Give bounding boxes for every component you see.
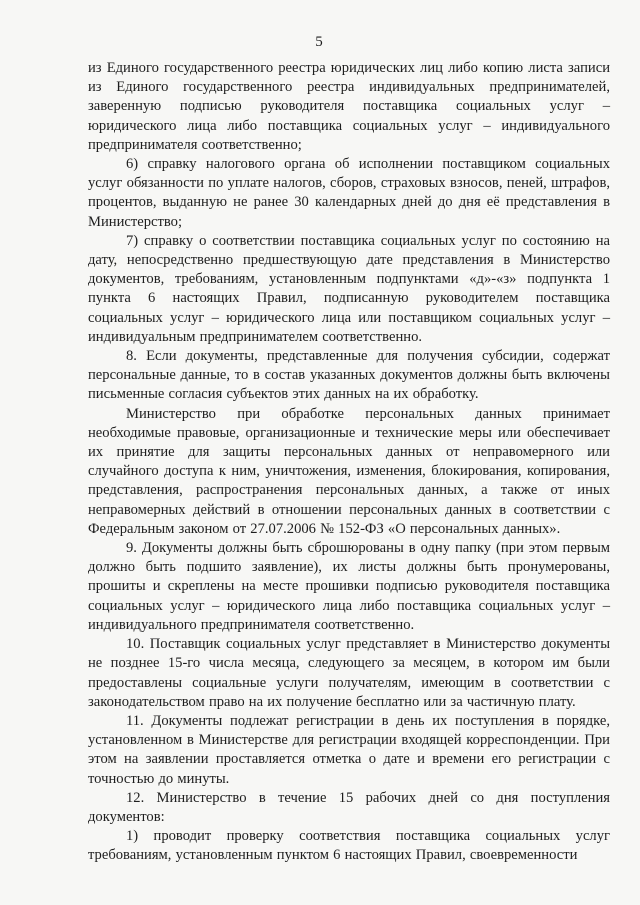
paragraph-3: 7) справку о соответствии поставщика социальных услуг по состоянию на дату, непосредственно предшествующую дате представления в Министерство документов, требованиям, установленным подпунктами «д»-«з» подпункта 1 пункта 6 настоящих Правил, подписанную руководителем поставщика социальных услуг – юридического лица или поставщиком социальных услуг – индивидуальным предпринимателем соответственно. (88, 232, 610, 345)
paragraph-7: 10. Поставщик социальных услуг представляет в Министерство документы не позднее 15-го числа месяца, следующего за месяцем, в котором им были предоставлены социальные услуги получателям, имеющим в соответствии с законодательством право на их получение бесплатно или за частичную плату. (88, 636, 610, 710)
paragraph-10: 1) проводит проверку соответствия поставщика социальных услуг требованиям, установленным пунктом 6 настоящих Правил, своевременности (88, 828, 610, 864)
paragraph-4: 8. Если документы, представленные для получения субсидии, содержат персональные данные, то в состав указанных документов должны быть включены письменные согласия субъектов этих данных на их обработку. (88, 348, 610, 403)
paragraph-5: Министерство при обработке персональных данных принимает необходимые правовые, организационные и технические меры или обеспечивает их принятие для защиты персональных данных от неправомерного или случайного доступа к ним, уничтожения, изменения, блокирования, копирования, представления, распространения персональных данных, а также от иных неправомерных действий в отношении персональных данных в соответствии с Федеральным законом от 27.07.2006 № 152-ФЗ «О персональных данных». (88, 405, 610, 537)
page-number: 5 (315, 34, 323, 50)
paragraph-6: 9. Документы должны быть сброшюрованы в одну папку (при этом первым должно быть подшито заявление), их листы должны быть пронумерованы, прошиты и скреплены на месте прошивки подписью руководителя поставщика социальных услуг – юридического лица либо поставщика социальных услуг – индивидуального предпринимателя соответственно. (88, 540, 610, 633)
paragraph-8: 11. Документы подлежат регистрации в день их поступления в порядке, установленном в Министерстве для регистрации входящей корреспонденции. При этом на заявлении проставляется отметка о дате и времени его регистрации с точностью до минуты. (88, 712, 610, 787)
paragraph-9: 12. Министерство в течение 15 рабочих дней со дня поступления документов: (88, 789, 610, 825)
document-body (88, 59, 610, 866)
paragraph-2: 6) справку налогового органа об исполнении поставщиком социальных услуг обязанности по уплате налогов, сборов, страховых взносов, пеней, штрафов, процентов, выданную не ранее 30 календарных дней до дня её представления в Министерство; (88, 156, 610, 230)
paragraph-1: из Единого государственного реестра юридических лиц либо копию листа записи из Единого государственного реестра индивидуальных предпринимателей, заверенную подписью руководителя поставщика социальных услуг – юридического лица либо поставщика социальных услуг – индивидуального предпринимателя соответственно; (88, 60, 610, 153)
